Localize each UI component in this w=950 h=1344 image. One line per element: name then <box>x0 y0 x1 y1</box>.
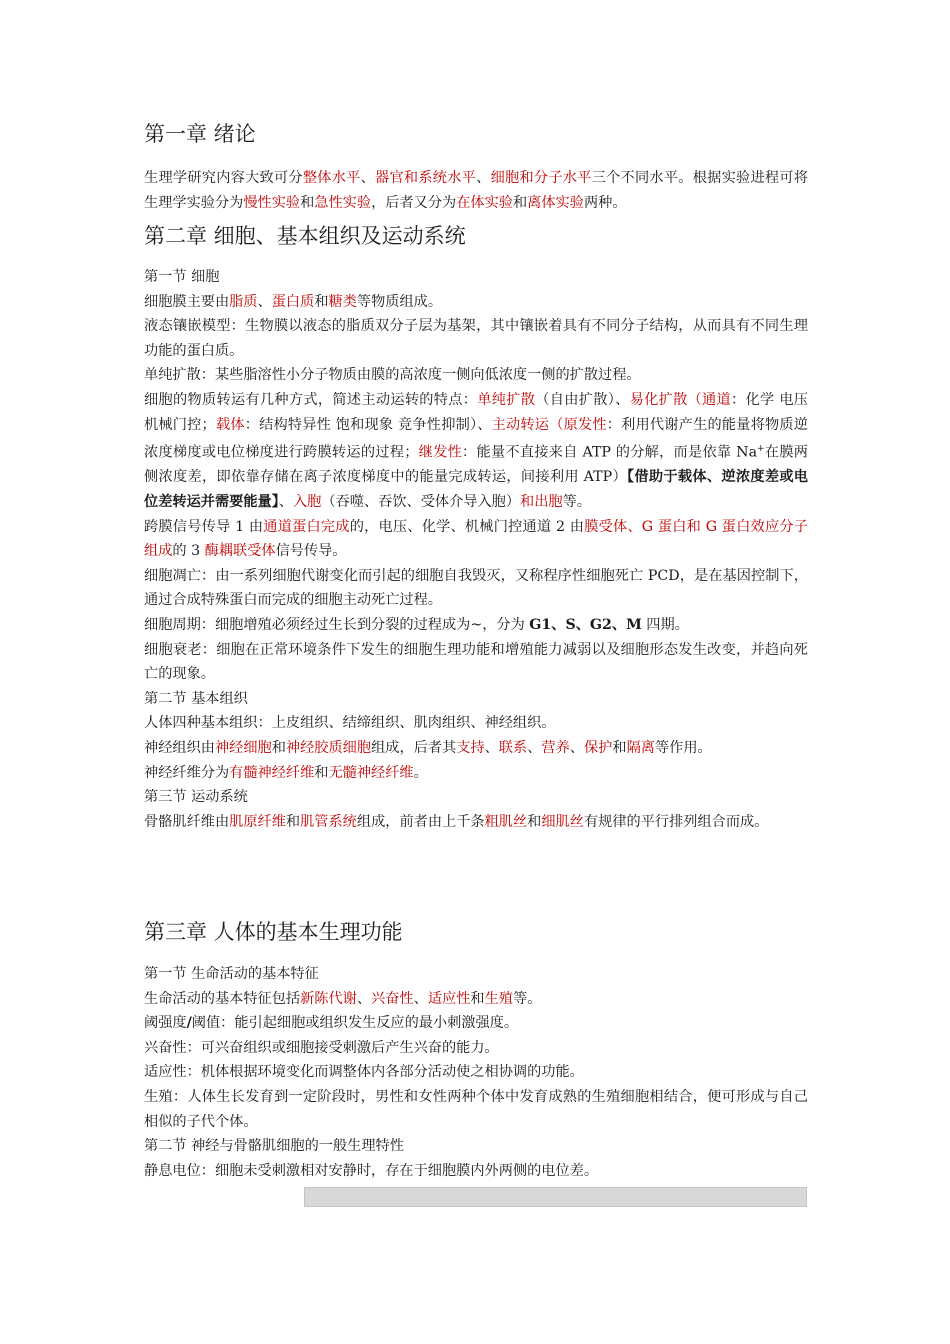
highlight: 神经胶质细胞 <box>285 740 372 757</box>
text: 、 <box>356 990 372 1007</box>
simple-diffusion-paragraph: 单纯扩散：某些脂溶性小分子物质由膜的高浓度一侧向低浓度一侧的扩散过程。 <box>144 367 641 384</box>
highlight: 支持 <box>456 740 485 757</box>
chapter-1-title: 第一章 绪论 <box>144 122 256 146</box>
fluid-mosaic-paragraph: 液态镶嵌模型：生物膜以液态的脂质双分子层为基架，其中镶嵌着具有不同分子结构，从而具有不同生理功能的蛋白质。 <box>144 318 808 359</box>
text: 。 <box>413 764 428 781</box>
highlight: 蛋白质 <box>271 293 315 310</box>
aging-paragraph: 细胞衰老：细胞在正常环境条件下发生的细胞生理功能和增殖能力减弱以及细胞形态发生改变，并趋向死亡的现象。 <box>144 641 808 683</box>
adaptability-paragraph: 适应性：机体根据环境变化而调整体内各部分活动使之相协调的功能。 <box>144 1064 584 1081</box>
text: 等。 <box>513 990 542 1007</box>
text: 两种。 <box>583 194 627 211</box>
text: 的，电压、化学、机械门控通道 2 由 <box>349 518 585 535</box>
text: 、 <box>527 740 542 757</box>
text: 骨骼肌纤维由 <box>144 813 230 830</box>
text: ，后者又分为 <box>371 194 457 211</box>
reproduction-paragraph: 生殖：人体生长发育到一定阶段时，男性和女性两种个体中发育成熟的生殖细胞相结合，便可形成与自己相似的子代个体。 <box>144 1088 808 1130</box>
text: 和 <box>300 194 315 211</box>
highlight: 整体水平 <box>302 170 361 186</box>
text: ：利用代谢产生的能量将物质逆浓度梯度或电位梯度进行跨膜转运的过程； <box>144 416 808 461</box>
highlight: 联系 <box>498 740 528 757</box>
text: 和 <box>512 194 528 211</box>
text: 等。 <box>562 494 591 511</box>
highlight: 器官和系统水平 <box>375 170 477 186</box>
text: （吞噬、吞饮、受体介导入胞） <box>321 494 521 511</box>
text: 和 <box>314 764 329 781</box>
highlight: 肌原纤维 <box>229 813 286 830</box>
text: ：能量不直接来自 ATP 的分解，而是依靠 Na <box>462 444 758 461</box>
highlight: 细肌丝 <box>541 813 584 830</box>
transport-paragraph <box>144 388 808 515</box>
text: 和 <box>527 813 542 830</box>
signal-paragraph <box>144 515 808 564</box>
text: 和 <box>271 740 286 757</box>
text: ：结构特异性 饱和现象 竞争性抑制）、 <box>244 416 492 433</box>
text: 细胞周期：细胞增殖必须经过生长到分裂的过程成为~，分为 <box>144 617 530 634</box>
text: 和 <box>612 740 627 757</box>
superscript: + <box>757 444 765 455</box>
text: 有规律的平行排列组合而成。 <box>583 813 769 830</box>
highlight: 急性实验 <box>314 194 372 211</box>
highlight: 兴奋性 <box>371 990 414 1007</box>
text: 细胞的物质转运有几种方式，简述主动运转的特点： <box>144 391 478 408</box>
membrane-paragraph <box>144 290 808 315</box>
ch1-levels-paragraph <box>144 166 808 215</box>
text: 、 <box>484 740 499 757</box>
highlight: 隔离 <box>626 740 655 757</box>
highlight: 和出胞 <box>520 494 563 511</box>
highlight: 保护 <box>583 740 613 757</box>
text: 组成，后者其 <box>371 740 457 757</box>
highlight: 入胞 <box>292 494 322 511</box>
bold-text: G1、S、G2、M <box>529 617 642 634</box>
text: ：化学 电压 机械门控； <box>144 391 808 433</box>
highlight: 无髓神经纤维 <box>328 764 414 781</box>
text: 和 <box>314 293 329 310</box>
highlight: 新陈代谢 <box>300 990 357 1007</box>
text: 、 <box>278 494 293 511</box>
tissues-paragraph: 人体四种基本组织：上皮组织、结缔组织、肌肉组织、神经组织。 <box>144 715 556 732</box>
text: 四期。 <box>641 617 689 634</box>
section-heading: 第二节 基本组织 <box>144 690 248 707</box>
highlight: 糖类 <box>328 293 357 310</box>
highlight: 主动转运（原发性 <box>491 416 607 433</box>
highlight: 生殖 <box>484 990 513 1007</box>
highlight: 膜受体、G 蛋白和 G 蛋白效应分子组成 <box>144 518 808 560</box>
text: 、 <box>476 170 491 186</box>
text: 等物质组成。 <box>356 293 443 310</box>
highlight: 适应性 <box>427 990 471 1007</box>
highlight: 在体实验 <box>456 194 513 211</box>
section-heading: 第二节 神经与骨骼肌细胞的一般生理特性 <box>144 1138 404 1155</box>
muscle-fiber-paragraph <box>144 810 808 835</box>
text: 、 <box>413 990 428 1007</box>
highlight: 单纯扩散 <box>477 391 536 408</box>
nerve-fiber-paragraph <box>144 761 808 786</box>
highlight: 酶耦联受体 <box>204 543 276 560</box>
text: 阈值：能引起细胞或组织发生反应的最小刺激强度。 <box>191 1015 519 1032</box>
chapter-3-title: 第三章 人体的基本生理功能 <box>144 920 403 944</box>
highlight: 脂质 <box>229 293 258 310</box>
text: 和 <box>285 813 301 830</box>
cell-cycle-paragraph <box>144 613 808 638</box>
apoptosis-paragraph: 细胞凋亡：由一系列细胞代谢变化而引起的细胞自我毁灭，又称程序性细胞死亡 PCD，是在基因控制下，通过合成特殊蛋白而完成的细胞主动死亡过程。 <box>144 567 808 609</box>
bold-text: / <box>186 1015 192 1032</box>
text: 和 <box>470 990 485 1007</box>
text: 组成，前者由上千条 <box>356 813 485 830</box>
chapter-2-title: 第二章 细胞、基本组织及运动系统 <box>144 224 466 248</box>
text: 、 <box>257 293 272 310</box>
threshold-paragraph <box>144 1011 808 1036</box>
highlight: 慢性实验 <box>243 194 301 211</box>
text: 生命活动的基本特征包括 <box>144 990 301 1007</box>
highlight: 有髓神经纤维 <box>229 764 315 781</box>
nerve-tissue-paragraph <box>144 736 808 761</box>
chapter-3-body <box>144 962 808 1183</box>
bold-text: 【借助于载体、逆浓度差或电位差转运并需要能量】 <box>144 469 808 511</box>
highlight: 通道蛋白完成 <box>263 518 350 535</box>
highlight: 肌管系统 <box>300 813 357 830</box>
excitability-paragraph: 兴奋性：可兴奋组织或细胞接受刺激后产生兴奋的能力。 <box>144 1039 499 1056</box>
text: 、 <box>360 170 376 186</box>
highlight: 营养 <box>541 740 570 757</box>
section-heading: 第一节 细胞 <box>144 269 220 285</box>
highlight: 细胞和分子水平 <box>490 170 592 186</box>
text: 生理学研究内容大致可分 <box>144 170 303 186</box>
text: 三个不同水平。根据实验进程可将生理学实验分为 <box>144 170 808 211</box>
text: 神经纤维分为 <box>144 764 230 781</box>
section-heading: 第三节 运动系统 <box>144 789 248 806</box>
section-heading: 第一节 生命活动的基本特征 <box>144 966 319 982</box>
text: 神经组织由 <box>144 740 215 757</box>
highlight: 载体 <box>215 416 245 433</box>
chapter-2-body <box>144 265 808 834</box>
highlight: 神经细胞 <box>214 740 272 757</box>
highlight: 粗肌丝 <box>484 813 528 830</box>
text: （自由扩散）、 <box>535 391 630 408</box>
highlight: 易化扩散（通道 <box>629 391 732 408</box>
highlight: 继发性 <box>418 444 463 461</box>
features-paragraph <box>144 987 808 1012</box>
text: 跨膜信号传导 1 由 <box>144 518 264 535</box>
text: 、 <box>569 740 584 757</box>
text: 细胞膜主要由 <box>144 293 230 310</box>
horizontal-scrollbar[interactable] <box>304 1187 807 1207</box>
text: 信号传导。 <box>275 543 347 560</box>
text: 的 3 <box>172 543 205 560</box>
resting-potential-paragraph: 静息电位：细胞未受刺激相对安静时，存在于细胞膜内外两侧的电位差。 <box>144 1162 599 1179</box>
text: 等作用。 <box>654 740 712 757</box>
highlight: 离体实验 <box>527 194 584 211</box>
text: 阈强度 <box>144 1015 187 1032</box>
text: 在膜两侧浓度差，即依靠存储在离子浓度梯度中的能量完成转运，间接利用 ATP） <box>144 444 808 486</box>
